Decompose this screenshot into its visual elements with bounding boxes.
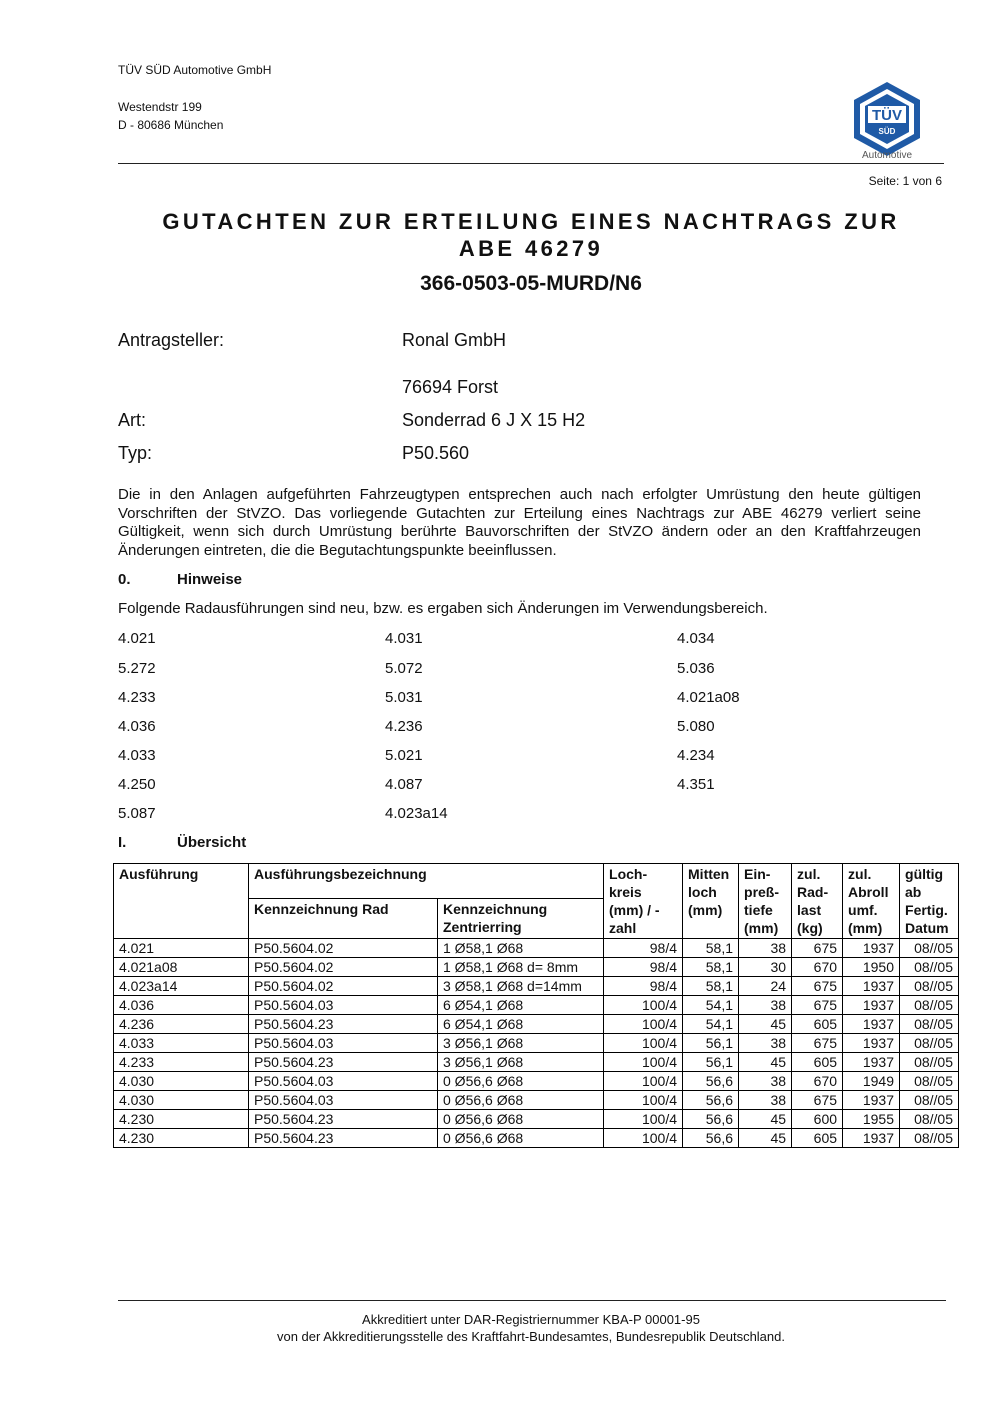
- table-row: [114, 1110, 959, 1129]
- table-cell: 98/4: [604, 958, 683, 977]
- table-row: [114, 958, 959, 977]
- table-cell: 1937: [843, 996, 900, 1015]
- list-item: 4.034: [677, 630, 715, 647]
- table-cell: 605: [792, 1053, 843, 1072]
- table-cell: 54,1: [683, 1015, 739, 1034]
- table-cell: 1937: [843, 1053, 900, 1072]
- list-item: 5.080: [677, 718, 715, 735]
- document-title-line2: ABE 46279: [458, 236, 604, 261]
- table-cell: 600: [792, 1110, 843, 1129]
- list-item: 4.021a08: [677, 689, 740, 706]
- table-cell: 675: [792, 996, 843, 1015]
- table-cell: 08//05: [900, 1072, 959, 1091]
- table-cell: 98/4: [604, 977, 683, 996]
- table-cell: 675: [792, 939, 843, 958]
- list-item: 4.036: [118, 718, 156, 735]
- table-cell: 670: [792, 958, 843, 977]
- list-item: 5.021: [385, 747, 423, 764]
- table-cell: P50.5604.03: [249, 1091, 438, 1110]
- table-row: [114, 1053, 959, 1072]
- table-cell: 4.233: [114, 1053, 249, 1072]
- table-cell: 6 Ø54,1 Ø68: [438, 996, 604, 1015]
- table-cell: 1949: [843, 1072, 900, 1091]
- typ-value: P50.560: [402, 443, 470, 463]
- table-cell: 1937: [843, 1129, 900, 1148]
- company-name: TÜV SÜD Automotive GmbH: [118, 63, 272, 77]
- table-cell: 100/4: [604, 1110, 683, 1129]
- table-cell: 54,1: [683, 996, 739, 1015]
- col-header-gueltig: gültig ab Fertig. Datum: [900, 864, 959, 939]
- art-label: Art:: [118, 410, 147, 430]
- table-cell: 4.036: [114, 996, 249, 1015]
- table-row: [114, 1072, 959, 1091]
- table-cell: 4.021a08: [114, 958, 249, 977]
- table-row: [114, 1091, 959, 1110]
- table-cell: 0 Ø56,6 Ø68: [438, 1110, 604, 1129]
- table-cell: 58,1: [683, 958, 739, 977]
- applicant-label: Antragsteller:: [118, 330, 225, 350]
- table-cell: 58,1: [683, 939, 739, 958]
- table-cell: 08//05: [900, 1015, 959, 1034]
- footer-line2: von der Akkreditierungsstelle des Kraftfahrt-Bundesamtes, Bundesrepublik Deutschland.: [276, 1329, 785, 1344]
- col-header-radlast: zul. Rad- last (kg): [792, 864, 843, 939]
- table-cell: 38: [739, 996, 792, 1015]
- table-cell: 24: [739, 977, 792, 996]
- col-header-mittenloch: Mitten loch (mm): [683, 864, 739, 939]
- table-cell: 38: [739, 1034, 792, 1053]
- col-header-kennzeichnung-zentrierring: Kennzeichnung Zentrierring: [438, 899, 604, 939]
- table-cell: 98/4: [604, 939, 683, 958]
- art-value: Sonderrad 6 J X 15 H2: [402, 410, 586, 430]
- section-1-title: Übersicht: [177, 834, 247, 851]
- table-cell: 1950: [843, 958, 900, 977]
- table-cell: 670: [792, 1072, 843, 1091]
- document-title-line1: GUTACHTEN ZUR ERTEILUNG EINES NACHTRAGS ZUR: [162, 209, 900, 234]
- list-item: 4.233: [118, 689, 156, 706]
- table-cell: 0 Ø56,6 Ø68: [438, 1072, 604, 1091]
- table-cell: P50.5604.03: [249, 996, 438, 1015]
- table-cell: 1937: [843, 939, 900, 958]
- applicant-city: 76694 Forst: [402, 377, 499, 397]
- logo-caption: Automotive: [861, 150, 913, 161]
- logo-text-top: TÜV: [872, 107, 902, 124]
- section-0-title: Hinweise: [177, 571, 243, 588]
- table-cell: 1 Ø58,1 Ø68: [438, 939, 604, 958]
- list-item: 4.250: [118, 776, 156, 793]
- applicant-name: Ronal GmbH: [402, 330, 507, 350]
- table-cell: 675: [792, 1034, 843, 1053]
- table-cell: 56,1: [683, 1034, 739, 1053]
- table-cell: 1937: [843, 1015, 900, 1034]
- company-city: D - 80686 München: [118, 118, 224, 132]
- table-cell: 6 Ø54,1 Ø68: [438, 1015, 604, 1034]
- table-cell: 675: [792, 1091, 843, 1110]
- page-number: Seite: 1 von 6: [868, 174, 942, 188]
- table-cell: 4.030: [114, 1072, 249, 1091]
- table-cell: 45: [739, 1053, 792, 1072]
- table-cell: 56,6: [683, 1129, 739, 1148]
- table-cell: 08//05: [900, 1034, 959, 1053]
- list-item: 4.031: [385, 630, 423, 647]
- table-cell: P50.5604.02: [249, 977, 438, 996]
- table-cell: P50.5604.23: [249, 1110, 438, 1129]
- col-header-abrollumfang: zul. Abroll umf. (mm): [843, 864, 900, 939]
- table-cell: 100/4: [604, 996, 683, 1015]
- table-cell: 100/4: [604, 1091, 683, 1110]
- table-cell: P50.5604.23: [249, 1015, 438, 1034]
- table-cell: 56,6: [683, 1110, 739, 1129]
- table-cell: 100/4: [604, 1053, 683, 1072]
- section-0-note: Folgende Radausführungen sind neu, bzw. es ergaben sich Änderungen im Verwendungsbereich.: [118, 600, 768, 617]
- table-row: [114, 996, 959, 1015]
- list-item: 4.033: [118, 747, 156, 764]
- table-cell: P50.5604.03: [249, 1034, 438, 1053]
- table-cell: 08//05: [900, 958, 959, 977]
- table-row: [114, 977, 959, 996]
- list-item: 4.236: [385, 718, 423, 735]
- table-cell: 605: [792, 1015, 843, 1034]
- table-cell: 08//05: [900, 1091, 959, 1110]
- table-cell: 45: [739, 1015, 792, 1034]
- footer-line1: Akkreditiert unter DAR-Registriernummer KBA-P 00001-95: [362, 1312, 700, 1327]
- logo-text-mid: SÜD: [878, 127, 896, 136]
- table-cell: 08//05: [900, 977, 959, 996]
- table-cell: 4.021: [114, 939, 249, 958]
- table-cell: 38: [739, 939, 792, 958]
- list-item: 4.351: [677, 776, 715, 793]
- table-cell: 30: [739, 958, 792, 977]
- table-cell: 4.030: [114, 1091, 249, 1110]
- table-cell: 605: [792, 1129, 843, 1148]
- table-cell: 1 Ø58,1 Ø68 d= 8mm: [438, 958, 604, 977]
- table-cell: 08//05: [900, 939, 959, 958]
- col-header-lochkreis: Loch- kreis (mm) / -zahl: [604, 864, 683, 939]
- footer-divider: [118, 1300, 946, 1301]
- table-cell: 100/4: [604, 1072, 683, 1091]
- table-cell: 45: [739, 1129, 792, 1148]
- section-0-number: 0.: [118, 571, 131, 588]
- table-cell: 1937: [843, 1034, 900, 1053]
- table-cell: 4.023a14: [114, 977, 249, 996]
- col-header-ausfuehrung: Ausführung: [114, 864, 249, 939]
- table-cell: P50.5604.02: [249, 939, 438, 958]
- list-item: 4.021: [118, 630, 156, 647]
- table-cell: 38: [739, 1072, 792, 1091]
- section-1-number: I.: [118, 834, 127, 851]
- table-cell: 1955: [843, 1110, 900, 1129]
- table-cell: 0 Ø56,6 Ø68: [438, 1091, 604, 1110]
- table-cell: 58,1: [683, 977, 739, 996]
- header-divider: [118, 163, 944, 164]
- list-item: 5.036: [677, 660, 715, 677]
- table-cell: 45: [739, 1110, 792, 1129]
- table-cell: 4.230: [114, 1110, 249, 1129]
- table-row: [114, 939, 959, 958]
- list-item: 4.234: [677, 747, 715, 764]
- table-cell: 3 Ø56,1 Ø68: [438, 1053, 604, 1072]
- table-cell: 1937: [843, 977, 900, 996]
- intro-paragraph: Die in den Anlagen aufgeführten Fahrzeugtypen entsprechen auch nach erfolgter Umrüstung den heute gültigen Vorschriften der StVZO. Das vorliegende Gutachten zur Erteilung eines Nachtrags zur ABE 46279 verliert seine Gültigkeit, wenn sich durch Umrüstung berührte Bauvorschriften der StVZO ändern oder an den Kraftfahrzeugen Änderungen eintreten, die die Begutachtungspunkte beeinflussen.: [118, 486, 921, 559]
- table-cell: 08//05: [900, 1053, 959, 1072]
- overview-table: [113, 863, 959, 1148]
- table-row: [114, 1015, 959, 1034]
- table-cell: 4.033: [114, 1034, 249, 1053]
- table-cell: 56,6: [683, 1091, 739, 1110]
- table-row: [114, 1034, 959, 1053]
- table-cell: 08//05: [900, 1129, 959, 1148]
- col-header-kennzeichnung-rad: Kennzeichnung Rad: [249, 899, 438, 939]
- list-item: 5.072: [385, 660, 423, 677]
- document-number: 366-0503-05-MURD/N6: [420, 272, 642, 295]
- table-cell: 4.230: [114, 1129, 249, 1148]
- table-cell: 08//05: [900, 1110, 959, 1129]
- col-header-einpresstiefe: Ein- preß- tiefe (mm): [739, 864, 792, 939]
- list-item: 4.023a14: [385, 805, 448, 822]
- table-cell: P50.5604.23: [249, 1129, 438, 1148]
- table-cell: 56,1: [683, 1053, 739, 1072]
- col-header-bezeichnung: Ausführungsbezeichnung: [249, 864, 604, 899]
- table-cell: 100/4: [604, 1015, 683, 1034]
- list-item: 5.272: [118, 660, 156, 677]
- table-cell: 3 Ø56,1 Ø68: [438, 1034, 604, 1053]
- table-cell: P50.5604.02: [249, 958, 438, 977]
- table-cell: 100/4: [604, 1034, 683, 1053]
- list-item: 4.087: [385, 776, 423, 793]
- table-cell: 100/4: [604, 1129, 683, 1148]
- table-cell: 08//05: [900, 996, 959, 1015]
- table-cell: 3 Ø58,1 Ø68 d=14mm: [438, 977, 604, 996]
- company-street: Westendstr 199: [118, 100, 202, 114]
- table-cell: 38: [739, 1091, 792, 1110]
- list-item: 5.087: [118, 805, 156, 822]
- table-cell: 4.236: [114, 1015, 249, 1034]
- table-cell: 675: [792, 977, 843, 996]
- list-item: 5.031: [385, 689, 423, 706]
- typ-label: Typ:: [118, 443, 153, 463]
- table-cell: 56,6: [683, 1072, 739, 1091]
- table-cell: 0 Ø56,6 Ø68: [438, 1129, 604, 1148]
- table-cell: P50.5604.23: [249, 1053, 438, 1072]
- table-cell: P50.5604.03: [249, 1072, 438, 1091]
- table-row: [114, 1129, 959, 1148]
- table-cell: 1937: [843, 1091, 900, 1110]
